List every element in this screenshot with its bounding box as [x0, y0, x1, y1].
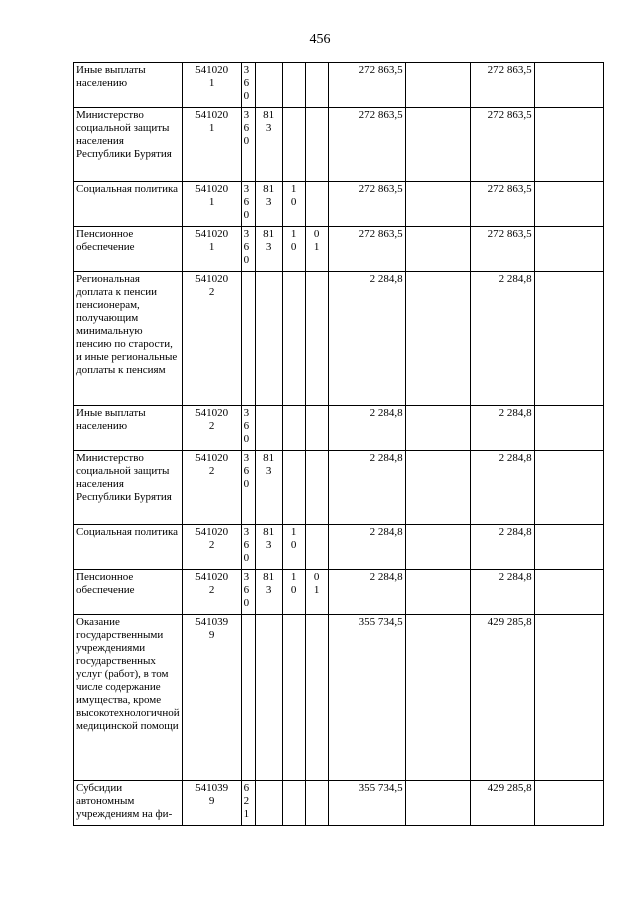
row-name: Региональная доплата к пенсии пенсионерам, получающим минимальную пенсию по старости, и иные региональные доплаты к пенсиям [74, 272, 183, 406]
row-name: Министерство социальной защиты населения Республики Бурятия [74, 108, 183, 182]
row-amount-2: 2 284,8 [470, 451, 534, 525]
row-ministry [255, 570, 282, 615]
row-blank-1 [405, 272, 470, 406]
row-blank-2 [534, 525, 603, 570]
ministry-part: 3 [265, 122, 272, 134]
row-ministry [255, 108, 282, 182]
code-part: 541020 [195, 183, 229, 195]
row-expense-type [241, 406, 255, 451]
expense-type-digit: 6 [243, 420, 250, 432]
row-code [182, 406, 241, 451]
subsection-digit: 0 [313, 228, 320, 240]
row-code [182, 227, 241, 272]
row-subsection [305, 406, 328, 451]
code-part: 2 [208, 420, 215, 432]
row-amount-2: 272 863,5 [470, 182, 534, 227]
row-subsection [305, 227, 328, 272]
section-digit: 1 [290, 228, 297, 240]
row-amount-1: 272 863,5 [328, 108, 405, 182]
row-amount-2: 429 285,8 [470, 615, 534, 781]
ministry-part: 81 [263, 183, 275, 195]
row-blank-2 [534, 108, 603, 182]
row-amount-2: 2 284,8 [470, 525, 534, 570]
code-part: 1 [208, 122, 215, 134]
row-expense-type [241, 570, 255, 615]
row-ministry [255, 63, 282, 108]
code-part: 541020 [195, 109, 229, 121]
row-amount-2: 272 863,5 [470, 108, 534, 182]
expense-type-digit: 2 [243, 795, 250, 807]
expense-type-digit: 3 [243, 452, 250, 464]
row-section [282, 63, 305, 108]
row-amount-2: 2 284,8 [470, 570, 534, 615]
row-name: Оказание государственными учреждениями государственных услуг (работ), в том числе содержание имущества, кроме высокотехнологичной медицинской помощи [74, 615, 183, 781]
code-part: 541020 [195, 273, 229, 285]
row-expense-type [241, 272, 255, 406]
section-digit: 0 [290, 241, 297, 253]
row-name: Пенсионное обеспечение [74, 227, 183, 272]
row-ministry [255, 272, 282, 406]
ministry-part: 3 [265, 465, 272, 477]
row-section [282, 570, 305, 615]
row-code [182, 525, 241, 570]
expense-type-digit: 6 [243, 539, 250, 551]
table-row [74, 615, 604, 781]
row-subsection [305, 108, 328, 182]
row-amount-1: 355 734,5 [328, 615, 405, 781]
expense-type-digit: 0 [243, 90, 250, 102]
expense-type-digit: 0 [243, 135, 250, 147]
row-amount-1: 2 284,8 [328, 272, 405, 406]
section-digit: 0 [290, 196, 297, 208]
code-part: 541039 [195, 782, 229, 794]
expense-type-digit: 6 [243, 241, 250, 253]
expense-type-digit: 3 [243, 109, 250, 121]
code-part: 541020 [195, 407, 229, 419]
row-blank-1 [405, 108, 470, 182]
code-part: 1 [208, 77, 215, 89]
row-code [182, 451, 241, 525]
row-section [282, 451, 305, 525]
row-expense-type [241, 781, 255, 826]
expense-type-digit: 0 [243, 597, 250, 609]
row-name: Субсидии автономным учреждениям на фи- [74, 781, 183, 826]
row-blank-2 [534, 615, 603, 781]
row-name: Социальная политика [74, 525, 183, 570]
row-amount-1: 272 863,5 [328, 227, 405, 272]
row-code [182, 615, 241, 781]
code-part: 9 [208, 795, 215, 807]
row-subsection [305, 525, 328, 570]
table-row [74, 525, 604, 570]
ministry-part: 81 [263, 228, 275, 240]
section-digit: 1 [290, 571, 297, 583]
row-blank-1 [405, 615, 470, 781]
table-row [74, 63, 604, 108]
row-code [182, 182, 241, 227]
row-code [182, 272, 241, 406]
row-amount-1: 2 284,8 [328, 570, 405, 615]
ministry-part: 3 [265, 241, 272, 253]
row-amount-1: 2 284,8 [328, 406, 405, 451]
code-part: 2 [208, 465, 215, 477]
row-subsection [305, 451, 328, 525]
row-blank-2 [534, 272, 603, 406]
row-amount-1: 2 284,8 [328, 525, 405, 570]
row-name: Пенсионное обеспечение [74, 570, 183, 615]
expense-type-digit: 3 [243, 183, 250, 195]
ministry-part: 81 [263, 452, 275, 464]
ministry-part: 81 [263, 109, 275, 121]
row-blank-2 [534, 451, 603, 525]
row-ministry [255, 182, 282, 227]
row-blank-1 [405, 525, 470, 570]
row-ministry [255, 525, 282, 570]
code-part: 541020 [195, 452, 229, 464]
row-ministry [255, 781, 282, 826]
row-ministry [255, 451, 282, 525]
row-blank-2 [534, 781, 603, 826]
row-blank-2 [534, 182, 603, 227]
table-row [74, 227, 604, 272]
row-expense-type [241, 227, 255, 272]
expense-type-digit: 6 [243, 465, 250, 477]
row-expense-type [241, 525, 255, 570]
ministry-part: 3 [265, 196, 272, 208]
expense-type-digit: 0 [243, 209, 250, 221]
row-section [282, 227, 305, 272]
section-digit: 0 [290, 539, 297, 551]
row-blank-2 [534, 227, 603, 272]
row-name: Иные выплаты населению [74, 406, 183, 451]
subsection-digit: 1 [313, 584, 320, 596]
row-code [182, 108, 241, 182]
table-row [74, 108, 604, 182]
code-part: 1 [208, 241, 215, 253]
row-section [282, 272, 305, 406]
code-part: 541039 [195, 616, 229, 628]
row-ministry [255, 227, 282, 272]
page-number: 456 [309, 32, 331, 47]
row-blank-1 [405, 182, 470, 227]
row-name: Социальная политика [74, 182, 183, 227]
table-row [74, 182, 604, 227]
code-part: 541020 [195, 64, 229, 76]
section-digit: 1 [290, 526, 297, 538]
row-expense-type [241, 451, 255, 525]
code-part: 541020 [195, 228, 229, 240]
row-section [282, 182, 305, 227]
expense-type-digit: 6 [243, 584, 250, 596]
row-subsection [305, 615, 328, 781]
section-digit: 1 [290, 183, 297, 195]
row-section [282, 406, 305, 451]
table-row [74, 451, 604, 525]
ministry-part: 3 [265, 539, 272, 551]
row-expense-type [241, 108, 255, 182]
row-section [282, 615, 305, 781]
row-name: Министерство социальной защиты населения Республики Бурятия [74, 451, 183, 525]
row-ministry [255, 615, 282, 781]
subsection-digit: 0 [313, 571, 320, 583]
row-code [182, 781, 241, 826]
row-amount-2: 429 285,8 [470, 781, 534, 826]
row-expense-type [241, 182, 255, 227]
row-subsection [305, 781, 328, 826]
table-row [74, 570, 604, 615]
expense-type-digit: 6 [243, 77, 250, 89]
code-part: 9 [208, 629, 215, 641]
subsection-digit: 1 [313, 241, 320, 253]
expense-type-digit: 6 [243, 196, 250, 208]
row-expense-type [241, 615, 255, 781]
expense-type-digit: 3 [243, 407, 250, 419]
row-blank-1 [405, 227, 470, 272]
row-amount-1: 2 284,8 [328, 451, 405, 525]
row-amount-1: 272 863,5 [328, 63, 405, 108]
ministry-part: 81 [263, 571, 275, 583]
row-amount-1: 272 863,5 [328, 182, 405, 227]
code-part: 1 [208, 196, 215, 208]
row-blank-1 [405, 451, 470, 525]
code-part: 2 [208, 286, 215, 298]
expense-type-digit: 0 [243, 478, 250, 490]
expense-type-digit: 3 [243, 228, 250, 240]
row-code [182, 570, 241, 615]
table-row [74, 406, 604, 451]
row-section [282, 525, 305, 570]
section-digit: 0 [290, 584, 297, 596]
budget-table [73, 62, 604, 826]
row-blank-1 [405, 406, 470, 451]
code-part: 2 [208, 584, 215, 596]
ministry-part: 81 [263, 526, 275, 538]
row-subsection [305, 63, 328, 108]
row-amount-2: 272 863,5 [470, 63, 534, 108]
row-section [282, 781, 305, 826]
expense-type-digit: 1 [243, 808, 250, 820]
expense-type-digit: 3 [243, 526, 250, 538]
table-row [74, 781, 604, 826]
row-section [282, 108, 305, 182]
expense-type-digit: 0 [243, 254, 250, 266]
row-blank-1 [405, 570, 470, 615]
row-subsection [305, 272, 328, 406]
row-amount-2: 2 284,8 [470, 272, 534, 406]
row-name: Иные выплаты населению [74, 63, 183, 108]
code-part: 541020 [195, 526, 229, 538]
expense-type-digit: 3 [243, 571, 250, 583]
row-blank-1 [405, 781, 470, 826]
row-blank-2 [534, 570, 603, 615]
code-part: 2 [208, 539, 215, 551]
code-part: 541020 [195, 571, 229, 583]
row-code [182, 63, 241, 108]
expense-type-digit: 6 [243, 122, 250, 134]
row-amount-2: 2 284,8 [470, 406, 534, 451]
row-subsection [305, 182, 328, 227]
row-blank-1 [405, 63, 470, 108]
expense-type-digit: 0 [243, 552, 250, 564]
row-ministry [255, 406, 282, 451]
expense-type-digit: 6 [243, 782, 250, 794]
row-expense-type [241, 63, 255, 108]
table-row [74, 272, 604, 406]
ministry-part: 3 [265, 584, 272, 596]
expense-type-digit: 3 [243, 64, 250, 76]
row-amount-2: 272 863,5 [470, 227, 534, 272]
row-blank-2 [534, 406, 603, 451]
budget-table-body [74, 63, 604, 826]
row-amount-1: 355 734,5 [328, 781, 405, 826]
row-blank-2 [534, 63, 603, 108]
expense-type-digit: 0 [243, 433, 250, 445]
row-subsection [305, 570, 328, 615]
